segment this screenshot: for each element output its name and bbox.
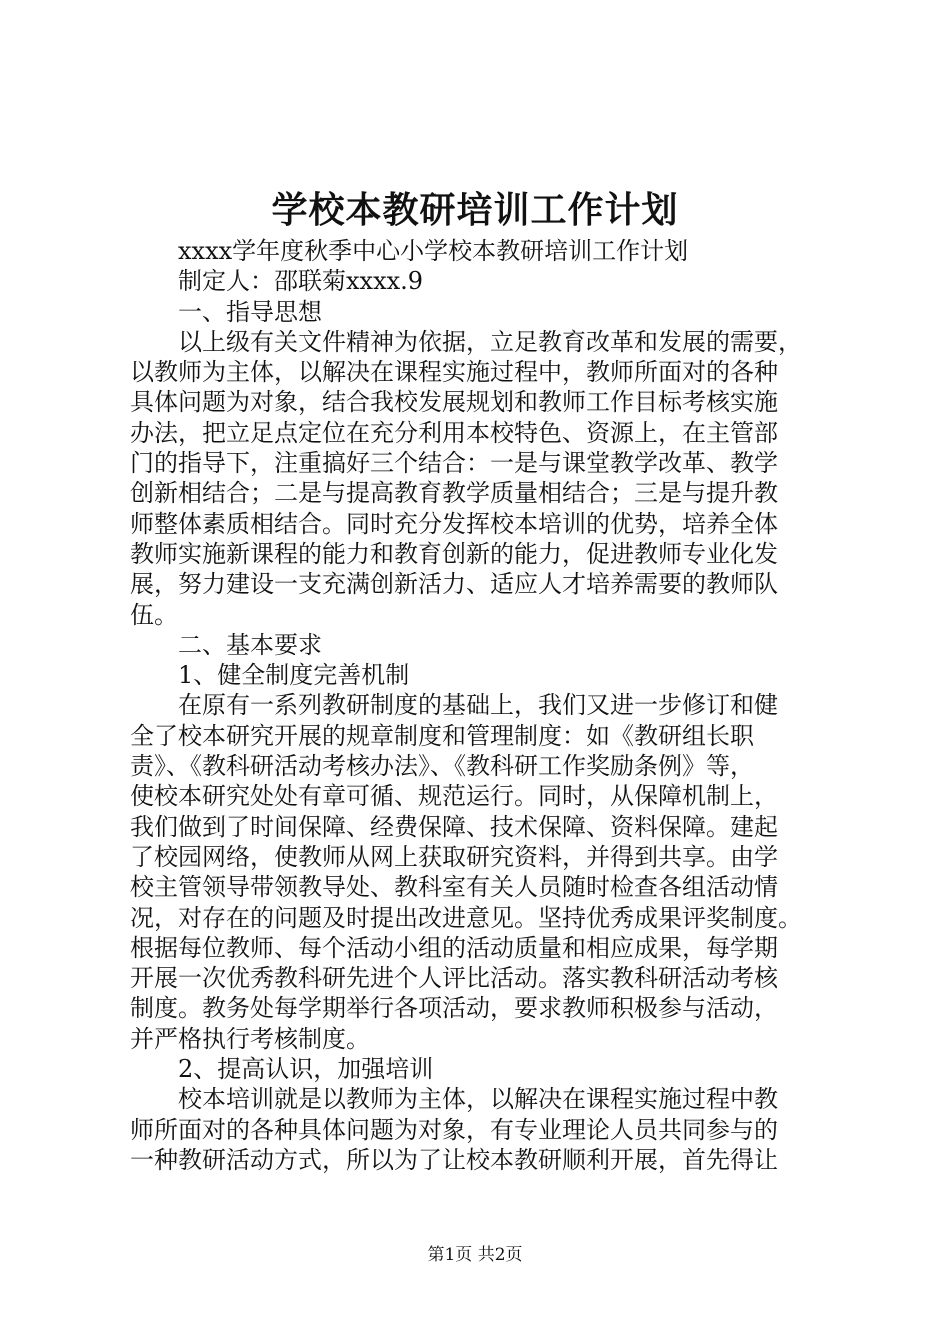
text-line: 并严格执行考核制度。 [130,1024,370,1053]
text-line: 师所面对的各种具体问题为对象，有专业理论人员共同参与的 [130,1115,778,1144]
text-line: 具体问题为对象，结合我校发展规划和教师工作目标考核实施 [130,388,778,417]
text-line: 我们做到了时间保障、经费保障、技术保障、资料保障。建起 [130,812,778,841]
text-line: 教师实施新课程的能力和教育创新的能力，促进教师专业化发 [130,539,778,568]
text-line: 以上级有关文件精神为依据，立足教育改革和发展的需要， [178,327,802,356]
text-line: 门的指导下，注重搞好三个结合：一是与课堂教学改革、教学 [130,449,778,478]
text-line: 了校园网络，使教师从网上获取研究资料，并得到共享。由学 [130,842,778,871]
text-line: 2、提高认识，加强培训 [178,1055,434,1084]
page-footer: 第1页 共2页 [427,1245,523,1265]
text-line: 以教师为主体，以解决在课程实施过程中，教师所面对的各种 [130,358,778,387]
text-line: xxxx学年度秋季中心小学校本教研培训工作计划 [178,237,689,265]
text-line: 使校本研究处处有章可循、规范运行。同时，从保障机制上， [130,782,778,811]
text-line: 制定人：邵联菊xxxx.9 [178,267,424,296]
text-line: 责》、《教科研活动考核办法》、《教科研工作奖励条例》等， [130,752,754,781]
text-line: 二、基本要求 [178,630,322,659]
text-line: 办法，把立足点定位在充分利用本校特色、资源上，在主管部 [130,418,778,447]
document-body [130,236,836,1175]
text-line: 校主管领导带领教导处、教科室有关人员随时检查各组活动情 [130,873,778,902]
text-line: 1、健全制度完善机制 [178,661,410,690]
text-line: 制度。教务处每学期举行各项活动，要求教师积极参与活动， [130,994,778,1023]
text-line: 一、指导思想 [178,297,322,326]
text-line: 创新相结合；二是与提高教育教学质量相结合；三是与提升教 [130,479,778,508]
text-line: 师整体素质相结合。同时充分发挥校本培训的优势，培养全体 [130,509,778,538]
text-line: 展，努力建设一支充满创新活力、适应人才培养需要的教师队 [130,570,778,599]
text-line: 伍。 [130,600,178,629]
text-line: 全了校本研究开展的规章制度和管理制度：如《教研组长职 [130,721,754,750]
text-line: 在原有一系列教研制度的基础上，我们又进一步修订和健 [178,691,778,720]
text-line: 开展一次优秀教科研先进个人评比活动。落实教科研活动考核 [130,964,778,993]
document-title: 学校本教研培训工作计划 [271,189,679,231]
text-line: 根据每位教师、每个活动小组的活动质量和相应成果，每学期 [130,933,778,962]
text-line: 况，对存在的问题及时提出改进意见。坚持优秀成果评奖制度。 [130,903,802,932]
text-line: 校本培训就是以教师为主体，以解决在课程实施过程中教 [178,1085,778,1114]
text-line: 一种教研活动方式，所以为了让校本教研顺利开展，首先得让 [130,1145,778,1174]
